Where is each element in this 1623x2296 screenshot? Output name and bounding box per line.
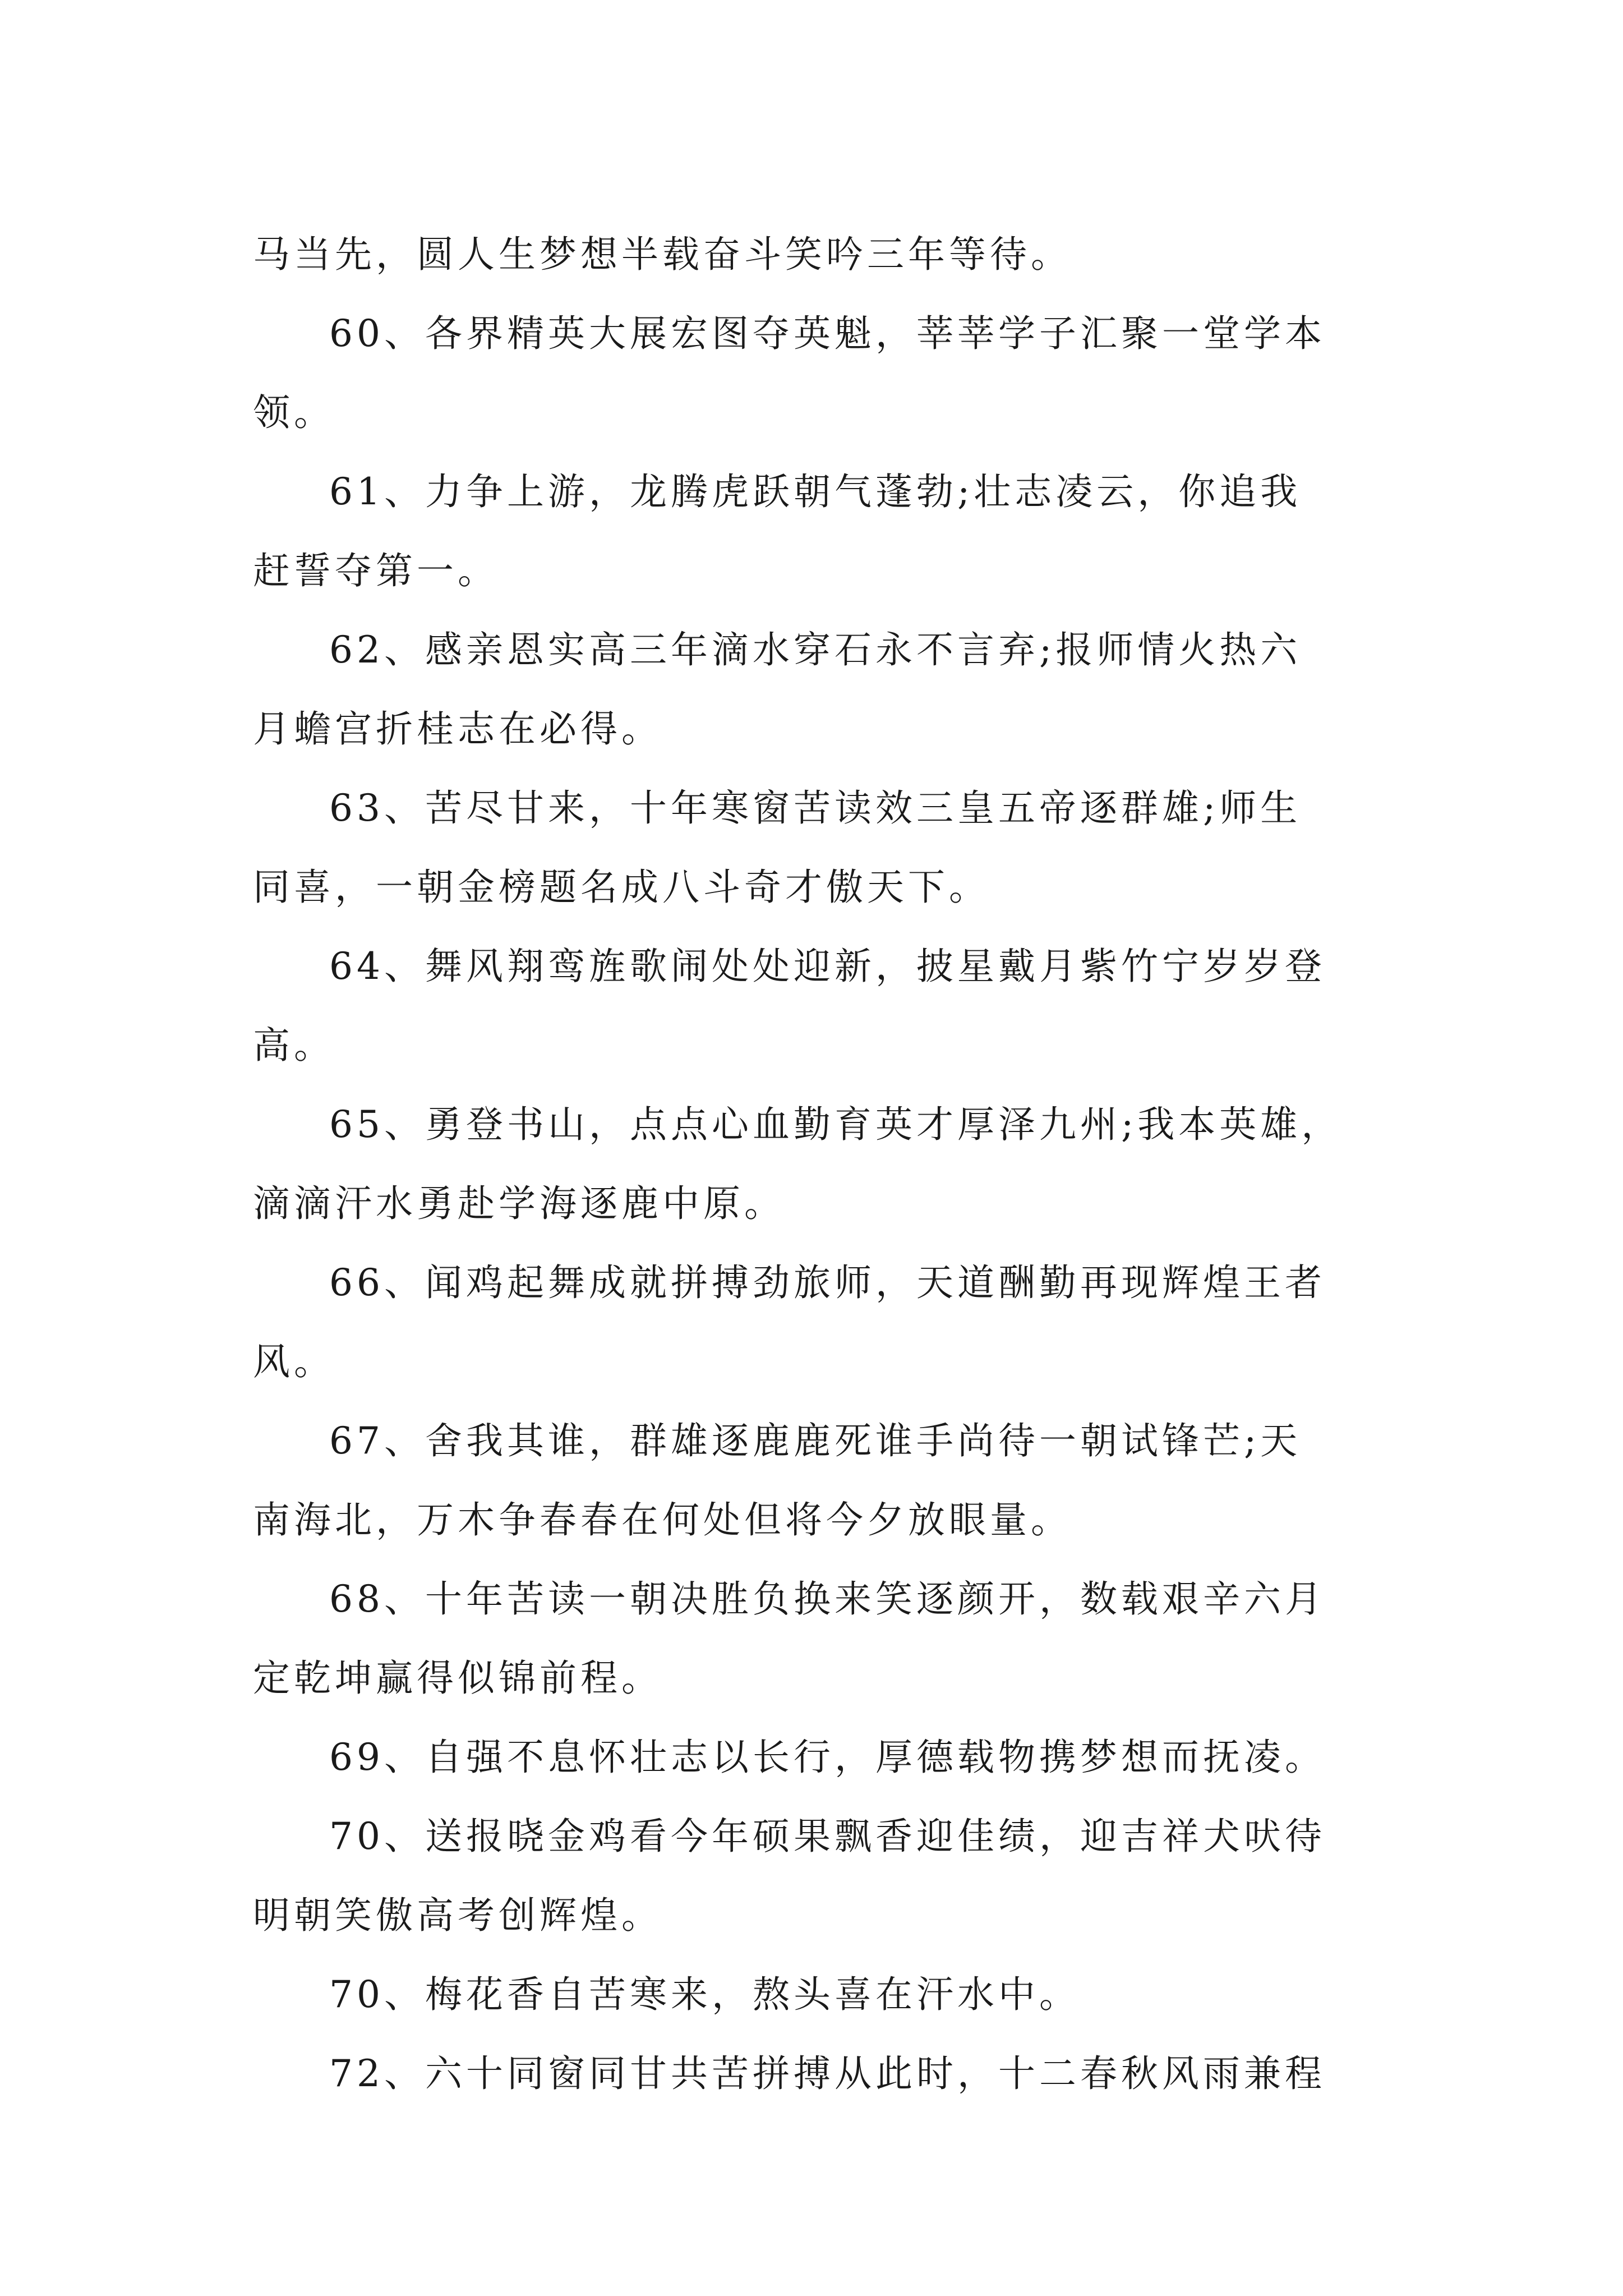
text-line: 风。 — [253, 1340, 335, 1383]
text-line: 定乾坤赢得似锦前程。 — [253, 1657, 662, 1700]
text-line: 滴滴汗水勇赴学海逐鹿中原。 — [253, 1182, 785, 1225]
text-line: 70、送报晓金鸡看今年硕果飘香迎佳绩，迎吉祥犬吠待 — [329, 1815, 1326, 1858]
text-line: 72、六十同窗同甘共苦拼搏从此时，十二春秋风雨兼程 — [329, 2052, 1326, 2095]
text-line: 领。 — [253, 391, 335, 434]
text-line: 62、感亲恩实高三年滴水穿石永不言弃;报师情火热六 — [329, 628, 1302, 671]
text-line: 66、闻鸡起舞成就拼搏劲旅师，天道酬勤再现辉煌王者 — [329, 1261, 1326, 1304]
text-line: 64、舞风翔鸾旌歌闹处处迎新，披星戴月紫竹宁岁岁登 — [329, 945, 1326, 988]
text-line: 南海北，万木争春春在何处但将今夕放眼量。 — [253, 1498, 1072, 1542]
text-line: 赶誓夺第一。 — [253, 549, 499, 592]
document-body — [253, 215, 1386, 2113]
text-line: 同喜，一朝金榜题名成八斗奇才傲天下。 — [253, 866, 990, 909]
text-line: 高。 — [253, 1024, 335, 1067]
text-line: 60、各界精英大展宏图夺英魁，莘莘学子汇聚一堂学本 — [329, 312, 1326, 355]
text-line: 月蟾宫折桂志在必得。 — [253, 707, 662, 751]
text-line: 马当先，圆人生梦想半载奋斗笑吟三年等待。 — [253, 233, 1072, 276]
text-line: 61、力争上游，龙腾虎跃朝气蓬勃;壮志凌云，你追我 — [329, 470, 1302, 513]
text-line: 67、舍我其谁，群雄逐鹿鹿死谁手尚待一朝试锋芒;天 — [329, 1419, 1302, 1462]
text-line: 68、十年苦读一朝决胜负换来笑逐颜开，数载艰辛六月 — [329, 1577, 1326, 1621]
text-line: 70、梅花香自苦寒来，熬头喜在汗水中。 — [329, 1973, 1080, 2016]
text-line: 63、苦尽甘来，十年寒窗苦读效三皇五帝逐群雄;师生 — [329, 786, 1302, 830]
text-line: 69、自强不息怀壮志以长行，厚德载物携梦想而抚凌。 — [329, 1736, 1326, 1779]
text-line: 明朝笑傲高考创辉煌。 — [253, 1894, 662, 1937]
text-line: 65、勇登书山，点点心血勤育英才厚泽九州;我本英雄， — [329, 1103, 1343, 1146]
